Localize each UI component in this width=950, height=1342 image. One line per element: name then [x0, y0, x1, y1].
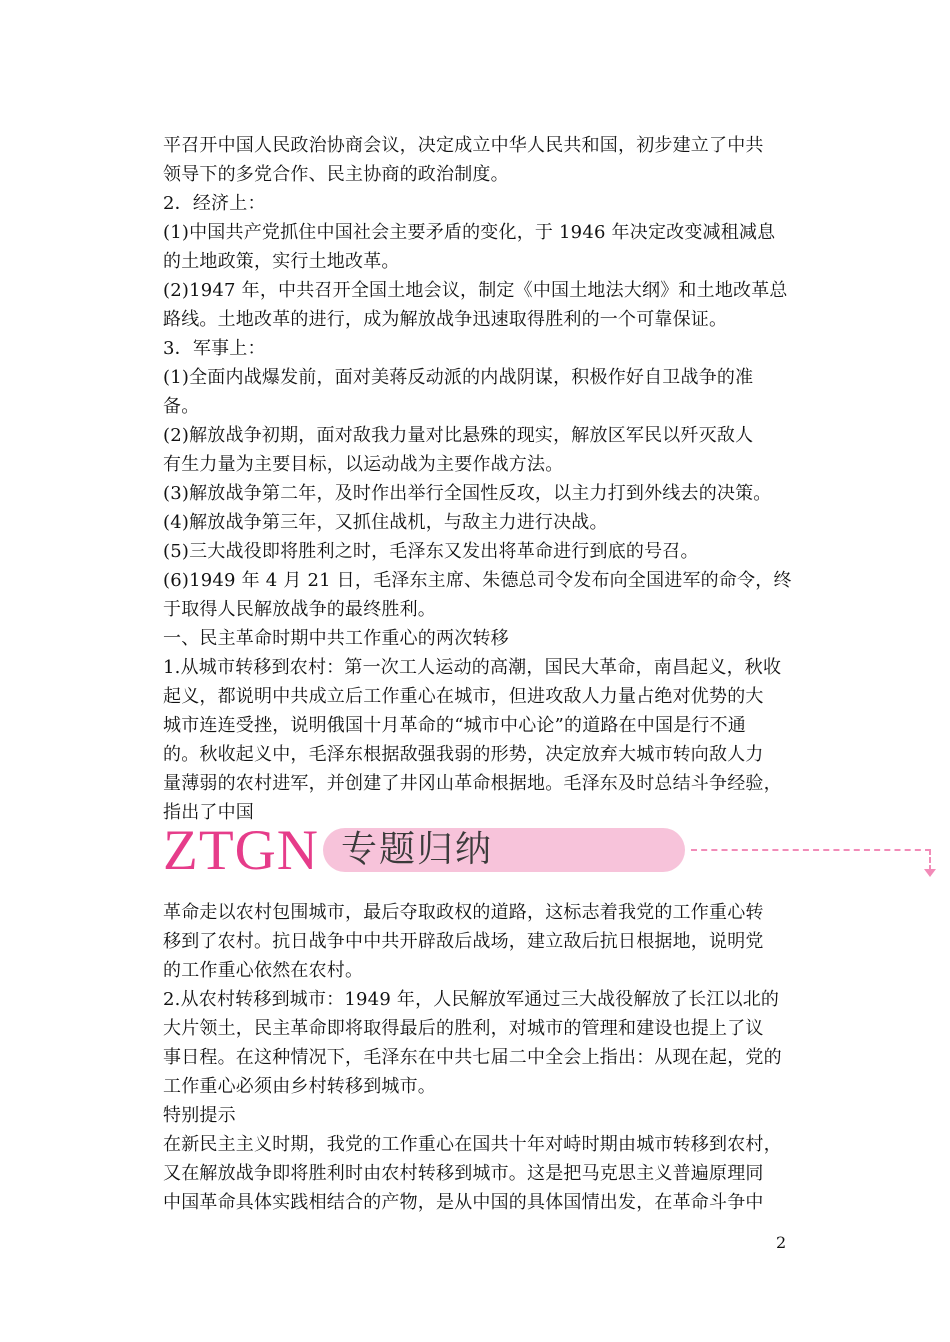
- text-line: 中国革命具体实践相结合的产物，是从中国的具体国情出发，在革命斗争中: [163, 1192, 764, 1213]
- text-line: (1)中国共产党抓住中国社会主要矛盾的变化，于 1946 年决定改变减租减息: [163, 222, 776, 243]
- text-line: 领导下的多党合作、民主协商的政治制度。: [163, 164, 509, 185]
- text-line: 大片领土，民主革命即将取得最后的胜利，对城市的管理和建设也提上了议: [163, 1018, 764, 1039]
- banner-logo-latin: ZTGN: [163, 819, 319, 882]
- text-block-bottom: [163, 898, 793, 1217]
- text-line: (2)解放战争初期，面对敌我力量对比悬殊的现实，解放区军民以歼灭敌人: [163, 425, 754, 446]
- section-heading: 3．军事上：: [163, 338, 266, 359]
- text-line: 路线。土地改革的进行，成为解放战争迅速取得胜利的一个可靠保证。: [163, 309, 728, 330]
- page-number: 2: [776, 1233, 787, 1252]
- text-line: 又在解放战争即将胜利时由农村转移到城市。这是把马克思主义普遍原理同: [163, 1163, 764, 1184]
- text-line: 的。秋收起义中，毛泽东根据敌强我弱的形势，决定放弃大城市转向敌人力: [163, 744, 764, 765]
- tip-heading: 特别提示: [163, 1105, 236, 1126]
- text-line: 有生力量为主要目标，以运动战为主要作战方法。: [163, 454, 564, 475]
- text-line: 移到了农村。抗日战争中中共开辟敌后战场，建立敌后抗日根据地，说明党: [163, 931, 764, 952]
- text-line: (4)解放战争第三年，又抓住战机，与敌主力进行决战。: [163, 512, 608, 533]
- text-line: 起义，都说明中共成立后工作重心在城市，但进攻敌人力量占绝对优势的大: [163, 686, 764, 707]
- text-line: 备。: [163, 396, 200, 417]
- dashed-divider: [691, 849, 931, 851]
- text-line: 的土地政策，实行土地改革。: [163, 251, 400, 272]
- text-line: (2)1947 年，中共召开全国土地会议，制定《中国土地法大纲》和土地改革总: [163, 280, 788, 301]
- text-line: 量薄弱的农村进军，并创建了井冈山革命根据地。毛泽东及时总结斗争经验，: [163, 773, 782, 794]
- text-line: 平召开中国人民政治协商会议，决定成立中华人民共和国，初步建立了中共: [163, 135, 764, 156]
- text-line: (3)解放战争第二年，及时作出举行全国性反攻，以主力打到外线去的决策。: [163, 483, 772, 504]
- section-heading: 一、民主革命时期中共工作重心的两次转移: [163, 628, 509, 649]
- section-heading: 2．经济上：: [163, 193, 266, 214]
- arrow-down-icon: [924, 869, 936, 877]
- text-line: 革命走以农村包围城市，最后夺取政权的道路，这标志着我党的工作重心转: [163, 902, 764, 923]
- text-line: (1)全面内战爆发前，面对美蒋反动派的内战阴谋，积极作好自卫战争的准: [163, 367, 754, 388]
- text-line: 在新民主主义时期，我党的工作重心在国共十年对峙时期由城市转移到农村，: [163, 1134, 782, 1155]
- text-line: 的工作重心依然在农村。: [163, 960, 364, 981]
- text-line: 于取得人民解放战争的最终胜利。: [163, 599, 436, 620]
- text-line: 1.从城市转移到农村：第一次工人运动的高潮，国民大革命，南昌起义，秋收: [163, 657, 782, 678]
- text-line: 工作重心必须由乡村转移到城市。: [163, 1076, 436, 1097]
- dashed-divider-down: [929, 849, 931, 871]
- text-line: 城市连连受挫，说明俄国十月革命的“城市中心论”的道路在中国是行不通: [163, 715, 747, 736]
- text-block-top: [163, 131, 793, 827]
- text-line: 事日程。在这种情况下，毛泽东在中共七届二中全会上指出：从现在起，党的: [163, 1047, 782, 1068]
- text-line: (5)三大战役即将胜利之时，毛泽东又发出将革命进行到底的号召。: [163, 541, 699, 562]
- banner-title: 专题归纳: [341, 829, 494, 870]
- text-line: 指出了中国: [163, 802, 254, 823]
- text-line: 2.从农村转移到城市：1949 年，人民解放军通过三大战役解放了长江以北的: [163, 989, 780, 1010]
- topic-summary-banner: [163, 819, 938, 882]
- text-line: (6)1949 年 4 月 21 日，毛泽东主席、朱德总司令发布向全国进军的命令，终: [163, 570, 792, 591]
